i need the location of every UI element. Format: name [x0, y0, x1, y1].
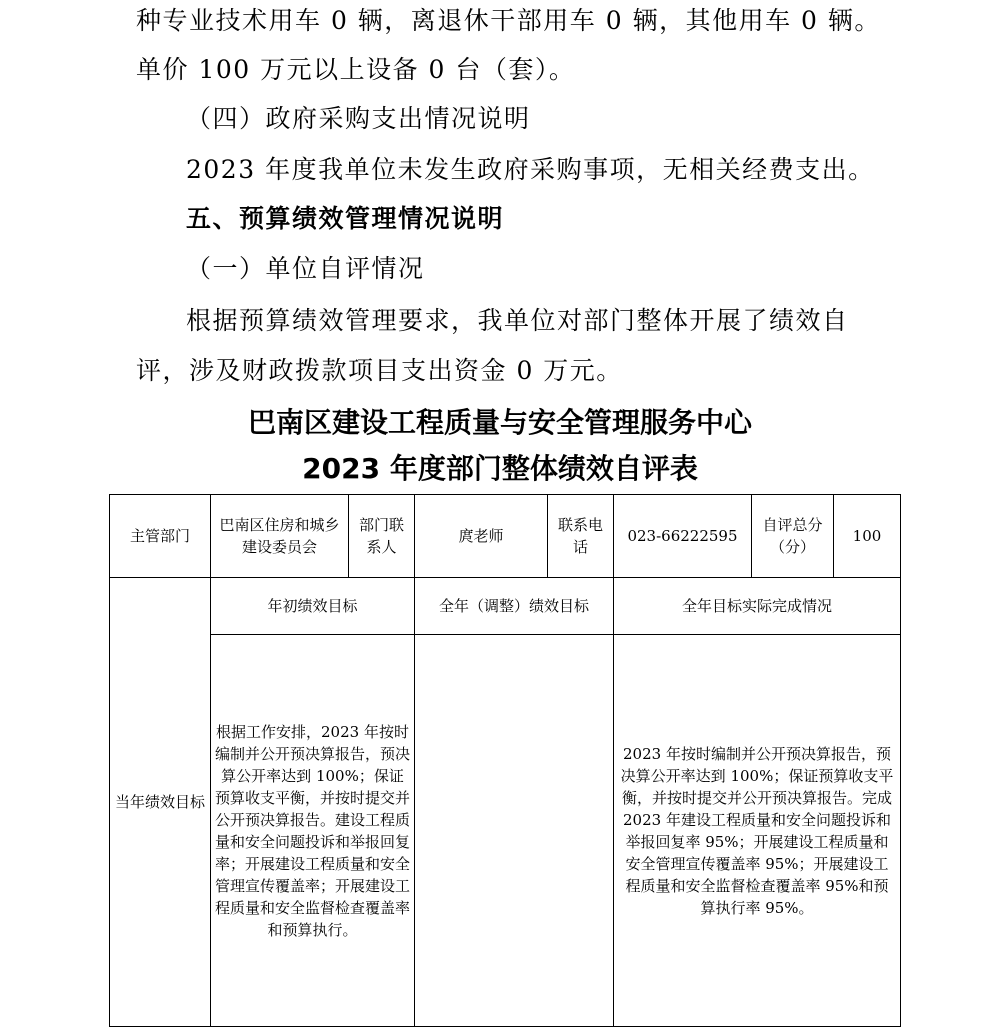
actual-result-text: 2023 年按时编制并公开预决算报告，预决算公开率达到 100%；保证预算收支平衡，并按时提交并公开预决算报告。完成 2023 年建设工程质量和安全问题投诉和举报回复率 95%；开展建设工程质量和安全管理宣传覆盖率 95%；开展建设工程质量和安全监督检查覆盖率 95%和预算执行率 95%。 — [614, 635, 901, 1027]
paragraph-line: 2023 年度我单位未发生政府采购事项，无相关经费支出。 — [186, 155, 875, 184]
dept-label: 主管部门 — [110, 495, 211, 578]
score-label: 自评总分（分） — [752, 495, 834, 578]
paragraph-line: 根据预算绩效管理要求，我单位对部门整体开展了绩效自 — [186, 306, 849, 335]
paragraph-line: 种专业技术用车 0 辆，离退休干部用车 0 辆，其他用车 0 辆。 — [136, 6, 881, 35]
initial-goal-header: 年初绩效目标 — [211, 578, 415, 635]
adjusted-goal-text — [415, 635, 614, 1027]
paragraph-line: 评，涉及财政拨款项目支出资金 0 万元。 — [136, 356, 623, 385]
section-heading: （四）政府采购支出情况说明 — [186, 104, 531, 133]
table-subtitle: 2023 年度部门整体绩效自评表 — [302, 452, 698, 485]
contact-value: 庹老师 — [415, 495, 548, 578]
actual-result-header: 全年目标实际完成情况 — [614, 578, 901, 635]
section-heading: （一）单位自评情况 — [186, 254, 425, 283]
adjusted-goal-header: 全年（调整）绩效目标 — [415, 578, 614, 635]
evaluation-table — [109, 494, 901, 1027]
section-heading: 五、预算绩效管理情况说明 — [186, 204, 505, 233]
table-row — [110, 578, 901, 635]
initial-goal-text: 根据工作安排，2023 年按时编制并公开预决算报告，预决算公开率达到 100%；保证预算收支平衡，并按时提交并公开预决算报告。建设工程质量和安全问题投诉和举报回复率；开展建设工程质量和安全管理宣传覆盖率；开展建设工程质量和安全监督检查覆盖率和预算执行。 — [211, 635, 415, 1027]
contact-label: 部门联系人 — [349, 495, 415, 578]
dept-value: 巴南区住房和城乡建设委员会 — [211, 495, 349, 578]
phone-value: 023-66222595 — [614, 495, 752, 578]
score-value: 100 — [834, 495, 901, 578]
phone-label: 联系电话 — [548, 495, 614, 578]
table-title: 巴南区建设工程质量与安全管理服务中心 — [247, 406, 752, 439]
paragraph-line: 单价 100 万元以上设备 0 台（套）。 — [136, 55, 576, 84]
table-row — [110, 495, 901, 578]
table-row — [110, 635, 901, 1027]
goal-row-label: 当年绩效目标 — [110, 578, 211, 1027]
